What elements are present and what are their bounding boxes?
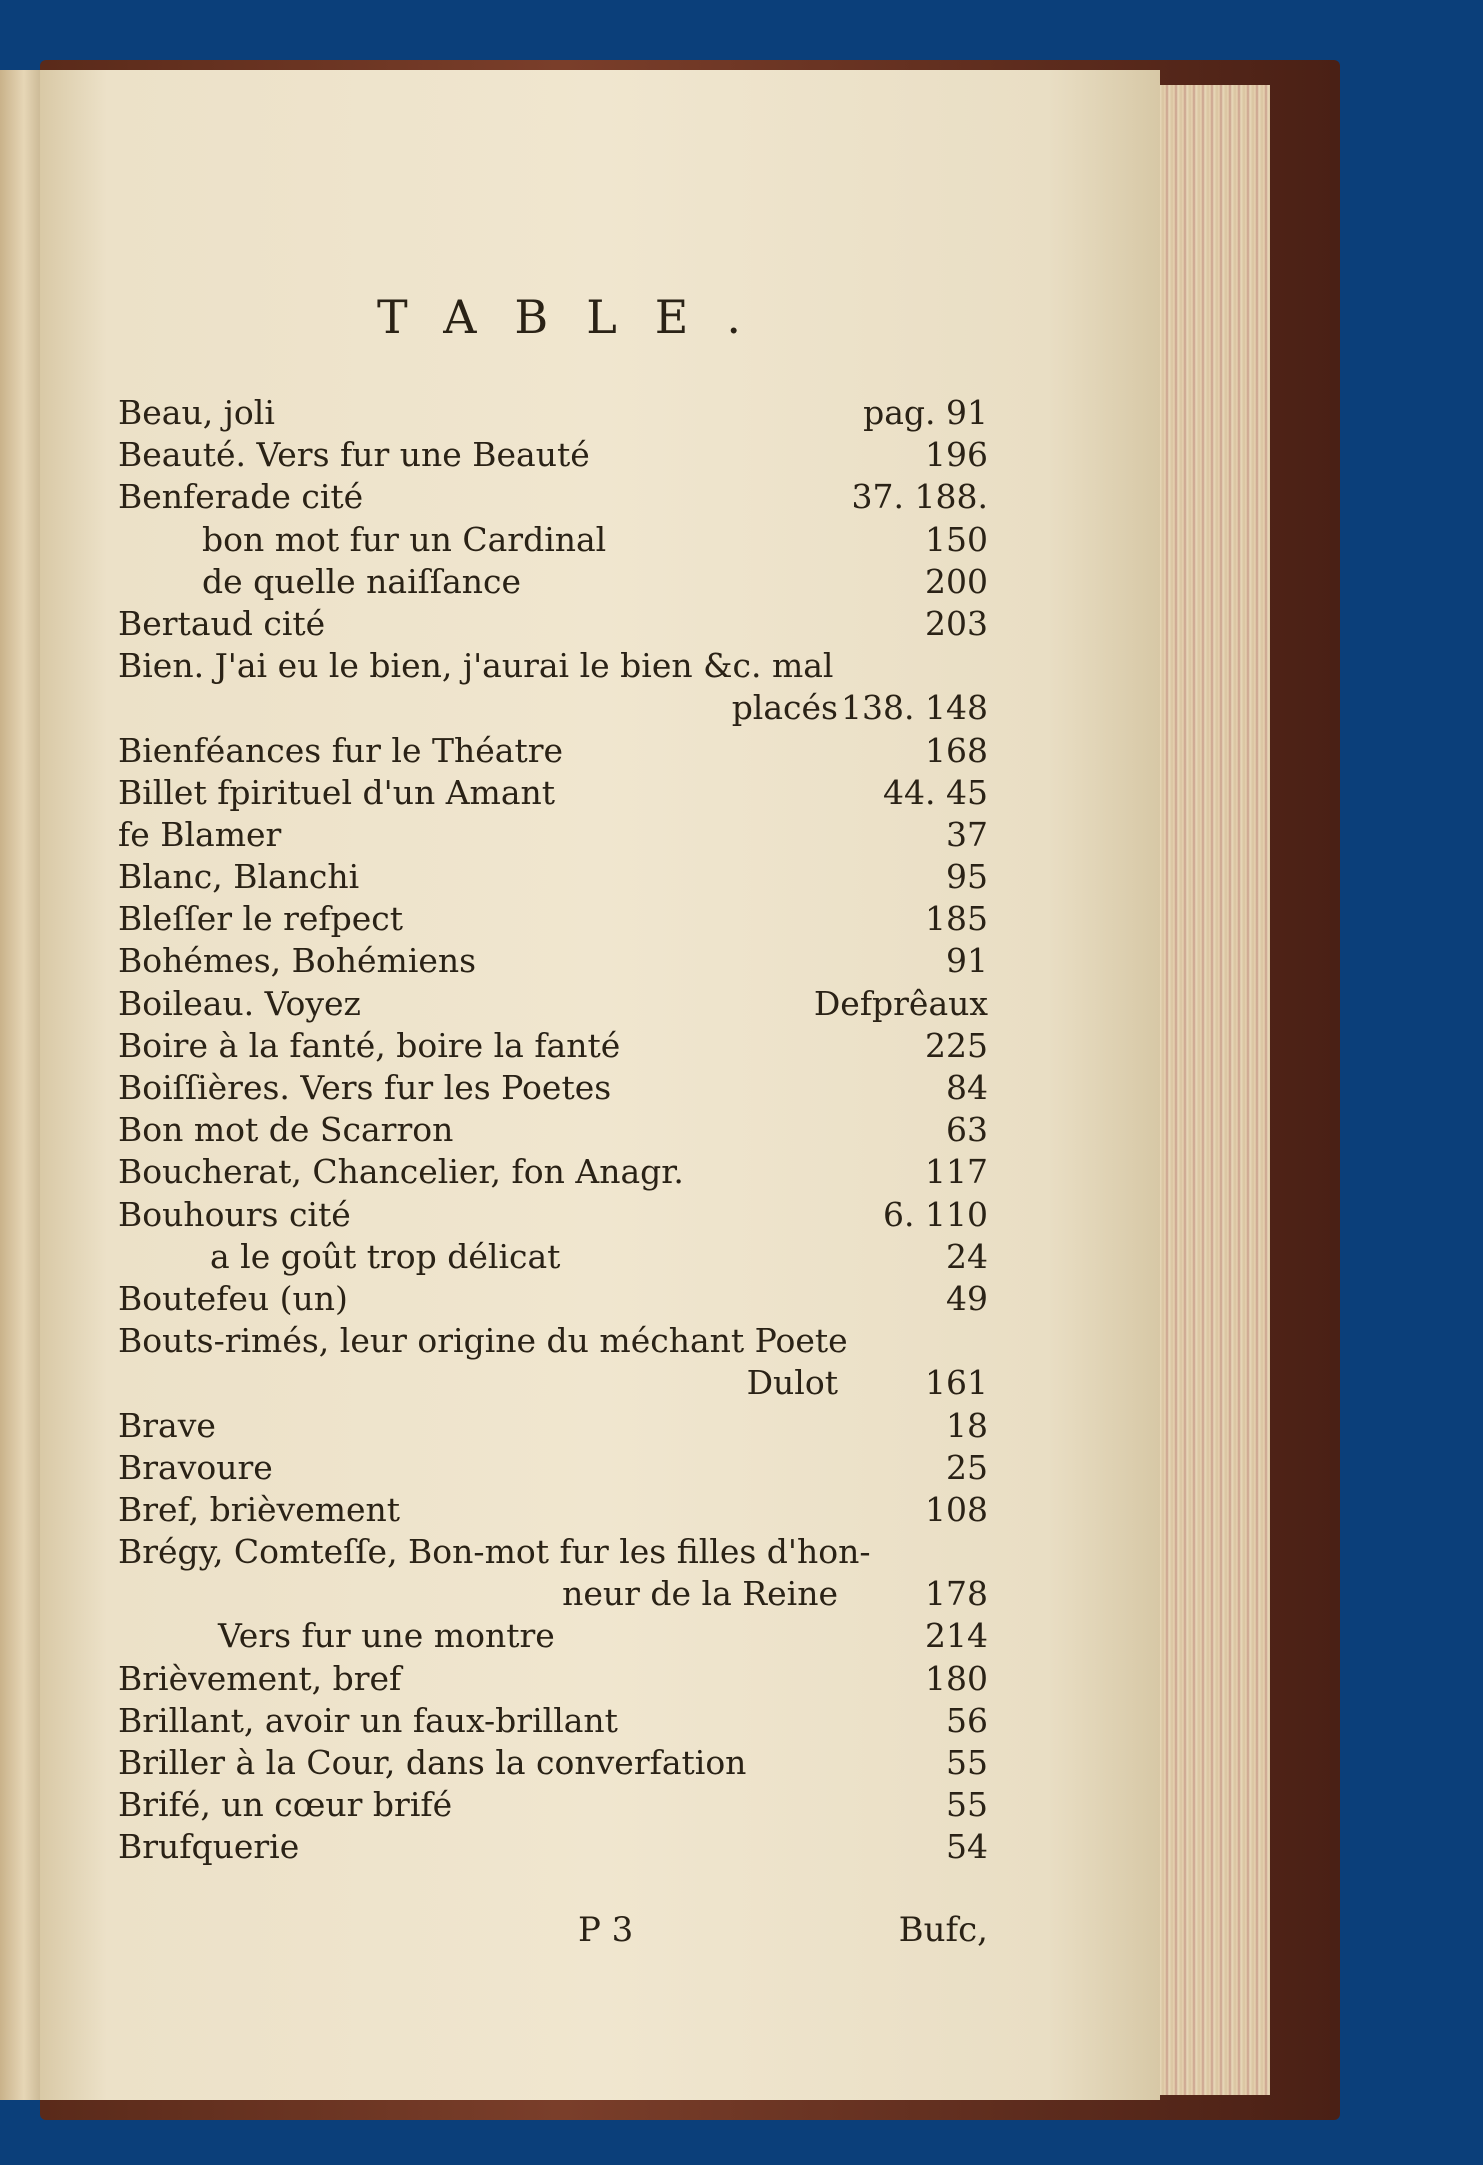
index-entry (118, 1447, 988, 1489)
entry-text: fe Blamer (118, 814, 282, 854)
index-entry (118, 1531, 988, 1573)
entry-page: 203 (925, 603, 988, 643)
entry-page: 37. 188. (851, 477, 988, 517)
entry-text: Bohémes, Bohémiens (118, 941, 477, 981)
index-entry (118, 687, 988, 729)
entry-text: Boucherat, Chancelier, fon Anagr. (118, 1152, 684, 1192)
entry-text: Bleſſer le refpect (118, 899, 404, 939)
index-entry (118, 1067, 988, 1109)
index-entry (118, 1784, 988, 1826)
entry-page: pag. 91 (863, 393, 988, 432)
entry-page: 25 (946, 1447, 988, 1487)
entry-text: Beauté. Vers fur une Beauté (118, 435, 590, 475)
entry-text: Brufquerie (118, 1827, 300, 1867)
index-entry (118, 1278, 988, 1320)
index-entry (118, 772, 988, 814)
entry-text: Brave (118, 1405, 216, 1445)
entry-page: 214 (925, 1616, 988, 1656)
entry-text: a le goût trop délicat (210, 1236, 561, 1276)
index-entries (118, 392, 988, 1869)
index-entry (118, 1573, 988, 1615)
index-entry (118, 1489, 988, 1531)
index-entry (118, 1236, 988, 1278)
entry-page: 180 (925, 1658, 988, 1698)
entry-page: 55 (946, 1785, 988, 1825)
index-entry (118, 645, 988, 687)
index-entry (118, 476, 988, 518)
entry-text: Bouhours cité (118, 1194, 351, 1234)
left-page-edge (0, 70, 40, 2100)
entry-text: Briller à la Cour, dans la converfation (118, 1743, 747, 1782)
signature-mark: P 3 (578, 1910, 634, 1950)
entry-text: neur de la Reine (562, 1574, 838, 1614)
index-entry (118, 856, 988, 898)
entry-text: Brifé, un cœur brifé (118, 1785, 453, 1825)
index-entry (118, 1109, 988, 1151)
index-entry (118, 1362, 988, 1404)
entry-text: Brégy, Comteſſe, Bon-mot fur les filles d'hon- (118, 1532, 871, 1572)
entry-page: 56 (946, 1700, 988, 1740)
entry-page: 196 (925, 435, 988, 475)
index-entry (118, 1320, 988, 1362)
entry-page: 168 (925, 730, 988, 770)
entry-page: 200 (925, 561, 988, 601)
entry-text: Boiſſières. Vers fur les Poetes (118, 1068, 612, 1107)
entry-text: de quelle naiſſance (202, 561, 522, 601)
entry-text: Bienféances fur le Théatre (118, 730, 564, 770)
entry-page: 91 (946, 941, 988, 981)
page-title: TABLE. (377, 290, 779, 344)
entry-text: bon mot fur un Cardinal (202, 519, 607, 559)
entry-page: 44. 45 (883, 772, 988, 812)
page-footer (118, 1910, 988, 1960)
index-entry (118, 1025, 988, 1067)
entry-text: Benferade cité (118, 477, 364, 517)
index-entry (118, 1615, 988, 1657)
entry-page: 138. 148 (841, 688, 988, 728)
catchword: Bufc, (898, 1910, 988, 1950)
index-entry (118, 1658, 988, 1700)
index-entry (118, 1742, 988, 1784)
index-entry (118, 519, 988, 561)
entry-page: 37 (946, 814, 988, 854)
index-entry (118, 603, 988, 645)
entry-text: Beau, joli (118, 393, 275, 432)
entry-page: 178 (925, 1574, 988, 1614)
entry-page: Defprêaux (813, 983, 988, 1023)
entry-text: Bref, brièvement (118, 1489, 401, 1529)
entry-text: placés (731, 688, 838, 728)
index-entry (118, 561, 988, 603)
entry-page: 24 (946, 1236, 988, 1276)
entry-page: 6. 110 (883, 1194, 988, 1234)
index-entry (118, 1826, 988, 1868)
entry-page: 55 (946, 1743, 988, 1782)
entry-page: 84 (946, 1068, 988, 1107)
index-entry (118, 1700, 988, 1742)
index-entry (118, 434, 988, 476)
entry-page: 95 (946, 857, 988, 897)
entry-page: 117 (925, 1152, 988, 1192)
entry-text: Brièvement, bref (118, 1658, 402, 1698)
index-entry (118, 1405, 988, 1447)
entry-page: 161 (925, 1363, 988, 1403)
entry-text: Boutefeu (un) (118, 1278, 348, 1318)
entry-page: 225 (925, 1025, 988, 1065)
entry-page: 150 (925, 519, 988, 559)
entry-text: Bertaud cité (118, 603, 326, 643)
index-entry (118, 814, 988, 856)
entry-page: 49 (946, 1278, 988, 1318)
entry-page: 185 (925, 899, 988, 939)
index-entry (118, 730, 988, 772)
index-entry (118, 898, 988, 940)
entry-text: Dulot (746, 1363, 838, 1403)
entry-text: Vers fur une montre (218, 1616, 555, 1656)
entry-text: Bon mot de Scarron (118, 1110, 454, 1150)
index-entry (118, 940, 988, 982)
index-entry (118, 1194, 988, 1236)
entry-page: 63 (946, 1110, 988, 1150)
index-entry (118, 983, 988, 1025)
entry-text: Brillant, avoir un faux-brillant (118, 1700, 618, 1740)
entry-page: 108 (925, 1489, 988, 1529)
entry-text: Bravoure (118, 1447, 273, 1487)
entry-page: 18 (946, 1405, 988, 1445)
entry-text: Billet fpirituel d'un Amant (118, 772, 556, 812)
entry-text: Bouts-rimés, leur origine du méchant Poete (118, 1321, 848, 1361)
index-entry (118, 1151, 988, 1193)
entry-text: Boileau. Voyez (118, 983, 361, 1023)
page-edges (1160, 85, 1270, 2095)
entry-text: Bien. J'ai eu le bien, j'aurai le bien &c. mal (118, 646, 834, 686)
index-entry (118, 392, 988, 434)
entry-text: Boire à la fanté, boire la fanté (118, 1025, 621, 1065)
book-page (40, 70, 1160, 2100)
entry-text: Blanc, Blanchi (118, 857, 360, 897)
entry-page: 54 (946, 1827, 988, 1867)
